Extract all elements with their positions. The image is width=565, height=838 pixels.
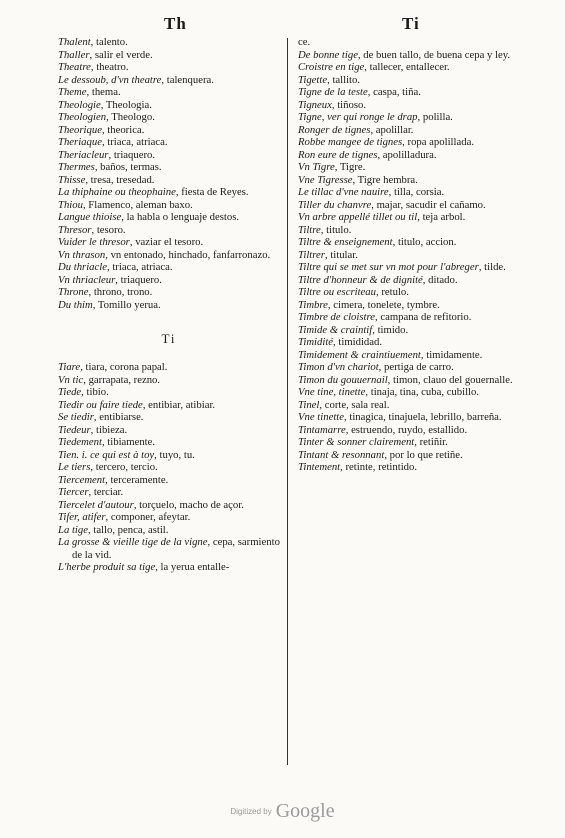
entry-definition: , polilla.	[417, 111, 453, 123]
entry-headword: Croistre en tige	[298, 61, 365, 73]
entry-headword: La thiphaine ou theophaine	[58, 186, 176, 198]
dictionary-entry	[58, 299, 280, 312]
entry-headword: Timbre de cloistre	[298, 311, 375, 323]
entry-definition: , de buen tallo, de buena cepa y ley.	[357, 48, 511, 61]
dictionary-entry	[58, 49, 280, 62]
dictionary-entry	[58, 36, 280, 49]
entry-headword: Timon du gouuernail	[298, 373, 388, 386]
entry-definition: , corte, sala real.	[319, 398, 390, 411]
entry-definition: , titular.	[324, 248, 358, 261]
entry-definition: , estruendo, ruydo, estallido.	[345, 423, 468, 436]
entry-headword: Tiare	[58, 361, 81, 373]
entry-definition: , pertiga de carro.	[378, 361, 454, 373]
dictionary-entry	[58, 74, 280, 87]
entry-headword: Le tillac d'vne nauire	[298, 186, 389, 198]
entry-headword: Thisse	[58, 173, 86, 186]
entry-headword: Tiltre d'honneur & de dignité	[298, 273, 423, 286]
dictionary-entry	[298, 436, 520, 449]
entry-definition: ce.	[298, 36, 311, 48]
entry-definition: , retinte, retintido.	[340, 461, 418, 473]
dictionary-entry	[58, 224, 280, 237]
dictionary-entry	[58, 399, 280, 412]
entry-headword: Tintant & resonnant	[298, 448, 385, 461]
entry-headword: Vne tinette	[298, 411, 344, 423]
entry-headword: Tinel	[298, 398, 320, 411]
dictionary-entry	[298, 199, 520, 212]
entry-definition: , tallo, penca, astil.	[88, 523, 169, 536]
entry-definition: , Flamenco, aleman baxo.	[82, 198, 193, 211]
dictionary-entry	[298, 336, 520, 349]
entry-headword: Tifer, atifer	[58, 511, 106, 523]
entry-definition: , vn entonado, hinchado, fanfarronazo.	[105, 248, 271, 261]
dictionary-entry	[298, 261, 520, 274]
entry-definition: , tibio.	[81, 386, 109, 398]
dictionary-entry	[58, 449, 280, 462]
dictionary-entry	[298, 236, 520, 249]
entry-definition: , timididad.	[333, 336, 383, 348]
dictionary-entry	[298, 299, 520, 312]
entry-definition: , cimera, tonelete, tymbre.	[327, 298, 440, 311]
entry-definition: , campana de refitorio.	[374, 311, 472, 323]
entry-headword: Theologie	[58, 98, 101, 111]
entry-definition: , tibieza.	[90, 423, 128, 436]
entry-headword: Tiltre	[298, 223, 321, 236]
dictionary-entry	[298, 386, 520, 399]
entry-definition: , ditado.	[422, 273, 458, 286]
dictionary-entry	[58, 424, 280, 437]
entry-definition: , caspa, tiña.	[367, 86, 421, 98]
dictionary-entry	[58, 286, 280, 299]
dictionary-entry	[58, 161, 280, 174]
entry-definition: , timidamente.	[420, 348, 483, 361]
dictionary-entry	[58, 99, 280, 112]
dictionary-entry	[58, 499, 280, 512]
entry-headword: La tige	[58, 523, 88, 536]
entry-headword: Le dessoub, d'vn theatre	[58, 73, 162, 86]
entry-headword: Vne tine, tinette	[298, 386, 366, 398]
entry-headword: Tiercer	[58, 486, 89, 498]
entry-definition: , salir el verde.	[89, 48, 153, 61]
entry-definition: , por lo que retiñe.	[384, 448, 463, 461]
dictionary-entry	[298, 249, 520, 262]
entry-definition: , talenquera.	[161, 73, 214, 86]
dictionary-entry	[58, 461, 280, 474]
entry-definition: , Tomillo yerua.	[92, 298, 161, 311]
entry-definition: , thema.	[86, 86, 121, 98]
entry-headword: Tiede	[58, 386, 82, 398]
dictionary-entry	[58, 261, 280, 274]
entry-definition: , tercero, tercio.	[90, 461, 158, 473]
entry-headword: Timon d'vn chariot	[298, 361, 379, 373]
entry-definition: , tesoro.	[91, 223, 126, 236]
entry-headword: Throne	[58, 286, 89, 298]
entry-definition: , Tigre hembra.	[352, 173, 418, 186]
entry-headword: Thalent	[58, 36, 91, 48]
entry-list-ti	[58, 361, 280, 574]
entry-list-th	[58, 36, 280, 311]
entry-headword: Theologien	[58, 111, 107, 123]
column-divider	[287, 38, 288, 765]
entry-headword: Tiltrer	[298, 248, 325, 261]
dictionary-entry	[58, 386, 280, 399]
entry-definition: , apolillar.	[370, 123, 414, 136]
dictionary-entry	[58, 411, 280, 424]
entry-headword: Theorique	[58, 123, 102, 136]
entry-headword: Tigne de la teste	[298, 86, 368, 98]
entry-headword: Tintamarre	[298, 423, 346, 436]
entry-headword: Tinter & sonner clairement	[298, 436, 415, 448]
entry-headword: Le tiers	[58, 461, 91, 473]
entry-definition: , fiesta de Reyes.	[175, 186, 249, 198]
entry-headword: Tiercement	[58, 473, 106, 486]
entry-headword: Vn thrason	[58, 248, 106, 261]
dictionary-entry	[298, 399, 520, 412]
dictionary-entry	[58, 124, 280, 137]
entry-definition: , tresa, tresedad.	[85, 173, 155, 186]
entry-definition: , terceramente.	[105, 473, 169, 486]
entry-definition: , throno, trono.	[88, 286, 153, 298]
entry-list-ti-continued	[298, 36, 520, 474]
entry-definition: , titulo.	[320, 223, 352, 236]
entry-definition: , theatro.	[90, 61, 129, 73]
entry-headword: Robbe mangee de tignes	[298, 136, 403, 148]
entry-definition: , Theologia.	[100, 98, 152, 111]
dictionary-entry	[58, 236, 280, 249]
running-head-right: Ti	[402, 14, 420, 33]
entry-headword: Vn tic	[58, 373, 84, 386]
entry-headword: Langue thioise	[58, 211, 122, 223]
entry-definition: , retulo.	[375, 286, 409, 298]
entry-headword: Du thim	[58, 298, 93, 311]
entry-definition: , theorica.	[101, 123, 145, 136]
dictionary-entry	[58, 486, 280, 499]
dictionary-entry	[58, 111, 280, 124]
entry-definition: , tallecer, entallecer.	[364, 61, 450, 73]
digitized-watermark	[0, 800, 565, 823]
entry-definition: , entibiar, atibiar.	[142, 398, 216, 411]
entry-headword: Vuider le thresor	[58, 236, 130, 248]
entry-definition: , tilla, corsia.	[388, 186, 445, 198]
entry-headword: Tigne, ver qui ronge le drap	[298, 111, 418, 123]
dictionary-entry	[298, 411, 520, 424]
running-head-left: Th	[164, 14, 187, 33]
entry-definition: , Theologo.	[106, 111, 155, 123]
entry-definition: , apolilladura.	[377, 148, 437, 161]
entry-headword: Vn arbre appellé tillet ou til	[298, 211, 418, 223]
entry-headword: Ron eure de tignes	[298, 148, 378, 161]
dictionary-entry	[298, 86, 520, 99]
entry-headword: Vn thriacleur	[58, 273, 116, 286]
dictionary-entry	[58, 61, 280, 74]
entry-headword: Timide & craintif	[298, 323, 373, 336]
dictionary-entry	[298, 186, 520, 199]
dictionary-entry	[298, 449, 520, 462]
entry-headword: Tiltre ou escriteau	[298, 286, 376, 298]
dictionary-entry	[298, 74, 520, 87]
dictionary-entry	[298, 61, 520, 74]
entry-headword: Vne Tigresse	[298, 173, 353, 186]
dictionary-entry	[298, 149, 520, 162]
entry-headword: Theriaque	[58, 136, 102, 148]
entry-headword: Timidité	[298, 336, 334, 348]
entry-definition: , triaquero.	[108, 148, 156, 161]
entry-headword: La grosse & vieille tige de la vigne	[58, 536, 208, 548]
entry-headword: Se tiedir	[58, 411, 94, 423]
entry-headword: Tiercelet d'autour	[58, 498, 134, 511]
entry-definition: , baños, termas.	[94, 161, 162, 173]
entry-headword: Du thriacle	[58, 261, 107, 273]
entry-definition: , tiñoso.	[331, 98, 366, 111]
entry-definition: , cepa, sarmiento de la vid.	[72, 536, 280, 561]
entry-definition: , timon, clauo del gouernalle.	[387, 373, 513, 386]
dictionary-entry	[58, 136, 280, 149]
entry-definition: , torçuelo, macho de açor.	[133, 498, 244, 511]
entry-headword: Thermes	[58, 161, 95, 173]
entry-headword: Tiedeur	[58, 423, 91, 436]
dictionary-entry	[298, 311, 520, 324]
dictionary-entry	[58, 274, 280, 287]
entry-headword: Thresor	[58, 223, 92, 236]
entry-headword: Tien. i. ce qui est à toy	[58, 448, 155, 461]
entry-definition: , talento.	[90, 36, 128, 48]
dictionary-entry	[298, 424, 520, 437]
entry-definition: , teja arbol.	[417, 211, 466, 223]
entry-definition: , tallito.	[327, 73, 361, 86]
left-entries	[58, 36, 280, 574]
dictionary-entry	[298, 211, 520, 224]
entry-headword: Vn Tigre	[298, 161, 335, 173]
entry-definition: , la yerua entalle-	[155, 561, 230, 573]
dictionary-entry	[298, 461, 520, 474]
dictionary-entry	[298, 224, 520, 237]
entry-headword: Theriacleur	[58, 148, 109, 161]
entry-headword: Tiltre & enseignement	[298, 236, 393, 248]
dictionary-entry	[58, 536, 280, 561]
dictionary-entry	[58, 199, 280, 212]
entry-definition: , tuyo, tu.	[154, 448, 195, 461]
entry-definition: , triaquero.	[115, 273, 162, 286]
dictionary-entry	[58, 374, 280, 387]
dictionary-entry	[298, 36, 520, 49]
dictionary-entry	[298, 161, 520, 174]
entry-definition: , garrapata, rezno.	[83, 373, 161, 386]
dictionary-entry	[298, 361, 520, 374]
entry-headword: Timidement & craintiuement	[298, 348, 421, 361]
entry-headword: Timbre	[298, 298, 328, 311]
entry-definition: , la habla o lenguaje destos.	[121, 211, 240, 223]
dictionary-entry	[58, 149, 280, 162]
entry-definition: , tinagica, tinajuela, lebrillo, barreña.	[344, 411, 502, 423]
entry-definition: , terciar.	[88, 486, 124, 498]
entry-definition: , titulo, accion.	[392, 236, 457, 248]
dictionary-entry	[58, 186, 280, 199]
entry-definition: , tibiamente.	[101, 436, 156, 448]
watermark-prefix: Digitized by	[230, 807, 272, 816]
entry-headword: Tiedement	[58, 436, 102, 448]
entry-definition: , tiara, corona papal.	[80, 361, 168, 373]
dictionary-entry	[58, 561, 280, 574]
entry-headword: Thiou	[58, 198, 83, 211]
entry-definition: , tilde.	[478, 261, 506, 273]
entry-definition: , triaca, atriaca.	[101, 136, 168, 148]
watermark-brand: Google	[275, 800, 335, 822]
dictionary-entry	[58, 524, 280, 537]
dictionary-entry	[298, 99, 520, 112]
dictionary-entry	[298, 124, 520, 137]
dictionary-entry	[58, 511, 280, 524]
dictionary-entry	[58, 474, 280, 487]
dictionary-entry	[58, 436, 280, 449]
dictionary-entry	[298, 136, 520, 149]
entry-headword: Ronger de tignes	[298, 123, 371, 136]
entry-headword: Theme	[58, 86, 87, 98]
entry-definition: , retiñir.	[414, 436, 448, 448]
dictionary-entry	[58, 249, 280, 262]
entry-headword: Tigneux	[298, 98, 332, 111]
entry-headword: Tintement	[298, 461, 341, 473]
dictionary-entry	[58, 211, 280, 224]
entry-definition: , majar, sacudir el cañamo.	[371, 198, 486, 211]
dictionary-entry	[298, 286, 520, 299]
entry-definition: , componer, afeytar.	[105, 511, 191, 523]
right-entries	[298, 36, 520, 474]
entry-definition: , triaca, atriaca.	[106, 261, 173, 273]
dictionary-entry	[58, 361, 280, 374]
dictionary-entry	[58, 174, 280, 187]
entry-definition: , ropa apolillada.	[402, 136, 474, 148]
entry-definition: , timido.	[372, 323, 409, 336]
entry-headword: L'herbe produit sa tige	[58, 561, 156, 573]
dictionary-entry	[298, 274, 520, 287]
entry-definition: , entibiarse.	[93, 411, 144, 423]
entry-headword: Theatre	[58, 61, 91, 73]
entry-headword: Thaller	[58, 48, 90, 61]
entry-definition: , tinaja, tina, cuba, cubillo.	[365, 386, 480, 398]
dictionary-entry	[298, 374, 520, 387]
dictionary-entry	[298, 49, 520, 62]
section-heading-ti: Ti	[161, 331, 177, 346]
entry-headword: Tiller du chanvre	[298, 198, 372, 211]
dictionary-entry	[298, 324, 520, 337]
dictionary-entry	[298, 174, 520, 187]
entry-definition: , vaziar el tesoro.	[129, 236, 204, 248]
entry-headword: Tiltre qui se met sur vn mot pour l'abreger	[298, 261, 479, 273]
entry-headword: Tiedir ou faire tiede	[58, 398, 143, 411]
entry-headword: De bonne tige	[298, 48, 358, 61]
entry-definition: , Tigre.	[334, 161, 366, 173]
dictionary-entry	[298, 349, 520, 362]
dictionary-entry	[58, 86, 280, 99]
entry-headword: Tigette	[298, 73, 328, 86]
dictionary-entry	[298, 111, 520, 124]
